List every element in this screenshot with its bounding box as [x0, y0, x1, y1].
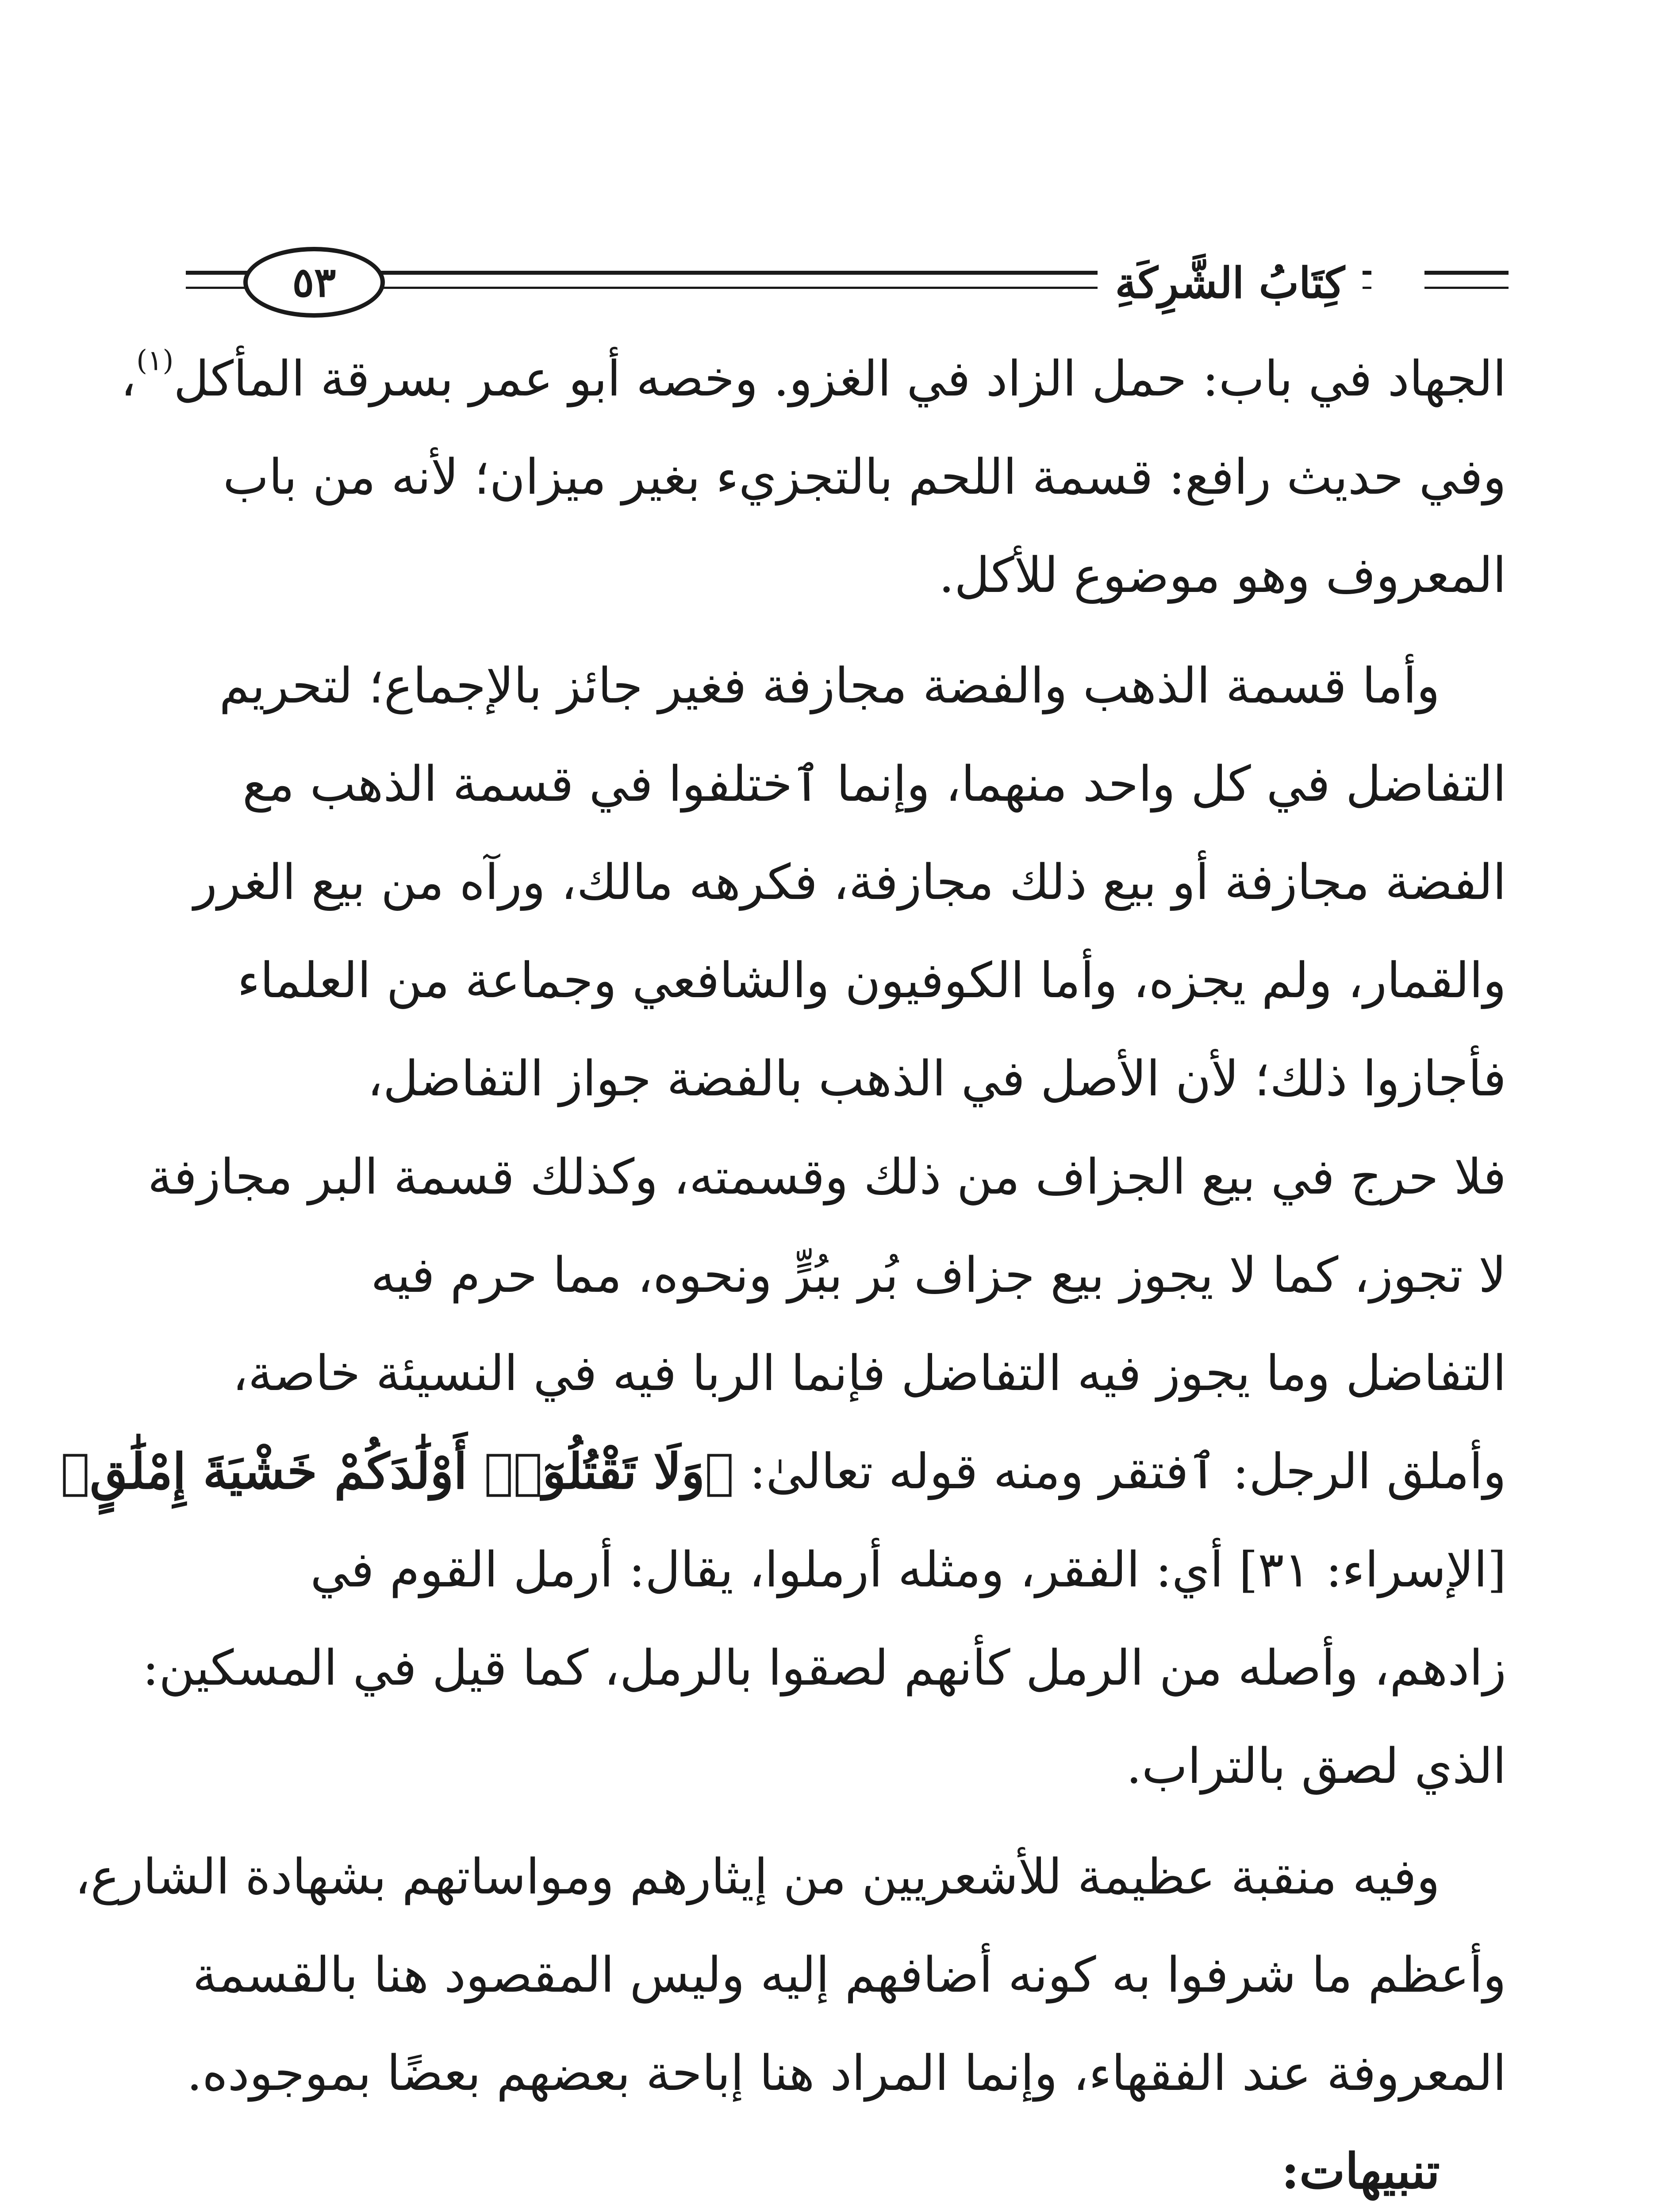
body-text — [60, 330, 1506, 2212]
text-line: التفاضل في كل واحد منهما، وإنما ٱختلفوا في قسمة الذهب مع — [242, 756, 1506, 812]
text-line: [الإسراء: ٣١] أي: الفقر، ومثله أرملوا، يقال: أرمل القوم في — [310, 1541, 1506, 1598]
text-line: لا تجوز، كما لا يجوز بيع جزاف بُر ببُرٍّ ونحوه، مما حرم فيه — [371, 1247, 1506, 1303]
quran-verse: ﴿وَلَا تَقْتُلُوٓا۟ أَوْلَٰدَكُمْ خَشْيَةَ إِمْلَٰقٍ﴾ — [60, 1443, 734, 1500]
text-line: وفي حديث رافع: قسمة اللحم بالتجزيء بغير ميزان؛ لأنه من باب — [223, 449, 1506, 505]
text-line: الذي لصق بالتراب. — [1126, 1738, 1506, 1794]
text-line: المعروفة عند الفقهاء، وإنما المراد هنا إباحة بعضهم بعضًا بموجوده. — [187, 2045, 1506, 2101]
text-line: المعروف وهو موضوع للأكل. — [939, 547, 1506, 603]
section-heading: تنبيهات: — [1281, 2143, 1440, 2200]
running-title: كِتَابُ الشَّرِكَةِ — [1098, 252, 1363, 314]
text-line: الجهاد في باب: حمل الزاد في الغزو. وخصه أبو عمر بسرقة المأكل$^{(١)}$، — [120, 344, 1506, 407]
text-line: وأملق الرجل: ٱفتقر ومنه قوله تعالىٰ: ﴿وَلَا تَقْتُلُوٓا۟ أَوْلَٰدَكُمْ خَشْيَةَ إِمْلَٰقٍ﴾ — [60, 1443, 1506, 1500]
text-line: وأعظم ما شرفوا به كونه أضافهم إليه وليس المقصود هنا بالقسمة — [192, 1947, 1506, 2003]
page-number: ٥٣ — [292, 258, 336, 306]
text-line: الفضة مجازفة أو بيع ذلك مجازفة، فكرهه مالك، ورآه من بيع الغرر — [193, 854, 1506, 910]
header-rule-left-top — [186, 271, 252, 275]
text-line: والقمار، ولم يجزه، وأما الكوفيون والشافعي وجماعة من العلماء — [237, 952, 1506, 1009]
text-line: فلا حرج في بيع الجزاف من ذلك وقسمته، وكذلك قسمة البر مجازفة — [147, 1148, 1506, 1205]
footnote-reference: (١) — [136, 344, 174, 377]
running-header — [186, 239, 1509, 327]
header-rule-right-bottom — [1424, 287, 1509, 289]
text-line: زادهم، وأصله من الرمل كأنهم لصقوا بالرمل، كما قيل في المسكين: — [142, 1640, 1506, 1696]
header-rule-right-top — [1424, 271, 1509, 275]
text-line: وفيه منقبة عظيمة للأشعريين من إيثارهم ومواساتهم بشهادة الشارع، — [75, 1848, 1440, 1905]
text-line: فأجازوا ذلك؛ لأن الأصل في الذهب بالفضة جواز التفاضل، — [367, 1050, 1506, 1107]
page-number-badge — [243, 247, 385, 318]
text-line: وأما قسمة الذهب والفضة مجازفة فغير جائز بالإجماع؛ لتحريم — [219, 657, 1440, 714]
text-line: التفاضل وما يجوز فيه التفاضل فإنما الربا فيه في النسيئة خاصة، — [232, 1345, 1506, 1402]
header-rule-left-bottom — [186, 287, 252, 289]
